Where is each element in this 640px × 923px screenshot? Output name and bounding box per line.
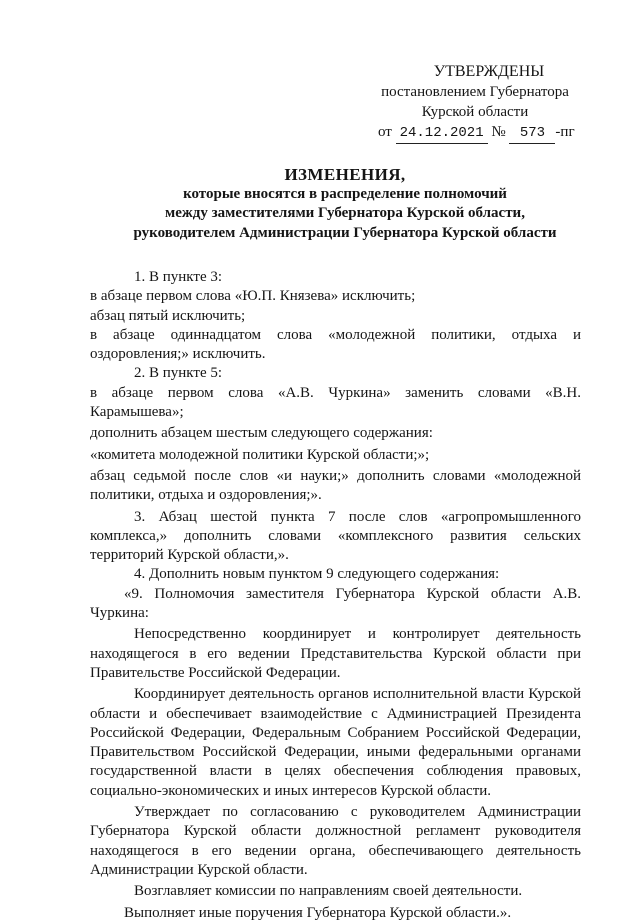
paragraph: «комитета молодежной политики Курской области;»; xyxy=(90,446,430,463)
approval-heading: УТВЕРЖДЕНЫ xyxy=(433,63,545,80)
paragraph: абзац седьмой после слов «и науки;» дополнить словами «молодежной политики, отдыха и оздоровления;». xyxy=(90,467,581,504)
approval-line-1: постановлением Губернатора xyxy=(381,84,569,100)
approval-date: 24.12.2021 xyxy=(396,123,488,144)
paragraph: Координирует деятельность органов исполнительной власти Курской области и обеспечивает взаимодействие с Администрацией Президента Российской Федерации, Федеральным Собранием Российской Федерации, Правительством Российской Федерации, иными федеральными органами государственной власти в целях обеспечения соблюдения правовых, социально-экономических и иных интересов Курской области. xyxy=(90,686,581,799)
paragraph: 3. Абзац шестой пункта 7 после слов «агропромышленного комплекса,» дополнить словами «комплексного развития сельских территорий Курской области,». xyxy=(90,508,581,564)
paragraph: Возглавляет комиссии по направлениям своей деятельности. xyxy=(134,883,523,900)
document-body xyxy=(90,268,581,923)
from-label: от xyxy=(378,124,392,140)
paragraph: 1. В пункте 3: xyxy=(134,269,223,285)
paragraph: «9. Полномочия заместителя Губернатора Курской области А.В. Чуркина: xyxy=(90,585,581,622)
paragraph: дополнить абзацем шестым следующего содержания: xyxy=(90,425,433,442)
approval-date-line xyxy=(372,122,578,144)
number-sign: № xyxy=(491,124,506,140)
approval-line-2: Курской области xyxy=(421,104,529,120)
approval-block xyxy=(372,62,578,144)
paragraph: Выполняет иные поручения Губернатора Курской области.». xyxy=(124,904,512,921)
paragraph: абзац пятый исключить; xyxy=(90,307,246,324)
title-main: ИЗМЕНЕНИЯ, xyxy=(284,165,406,184)
title-line-2: между заместителями Губернатора Курской области, xyxy=(165,205,525,221)
paragraph: в абзаце первом слова «А.В. Чуркина» заменить словами «В.Н. Карамышева»; xyxy=(90,384,581,421)
title-line-3: руководителем Администрации Губернатора Курской области xyxy=(133,224,557,241)
paragraph: 2. В пункте 5: xyxy=(134,365,223,382)
title-line-1: которые вносятся в распределение полномочий xyxy=(183,185,507,202)
document-title xyxy=(90,165,600,243)
paragraph: Утверждает по согласованию с руководителем Администрации Губернатора Курской области должностной регламент руководителя находящегося в его ведении органа, обеспечивающего деятельность Администрации Курской области. xyxy=(90,804,581,878)
paragraph: 4. Дополнить новым пунктом 9 следующего содержания: xyxy=(134,566,500,583)
paragraph: в абзаце первом слова «Ю.П. Князева» исключить; xyxy=(90,288,416,305)
paragraph: в абзаце одиннадцатом слова «молодежной политики, отдыха и оздоровления;» исключить. xyxy=(90,326,581,363)
paragraph: Непосредственно координирует и контролирует деятельность находящегося в его ведении Представительства Курской области при Правительстве Российской Федерации. xyxy=(90,626,581,681)
approval-number: 573 xyxy=(509,123,555,144)
number-suffix: -пг xyxy=(555,124,575,140)
